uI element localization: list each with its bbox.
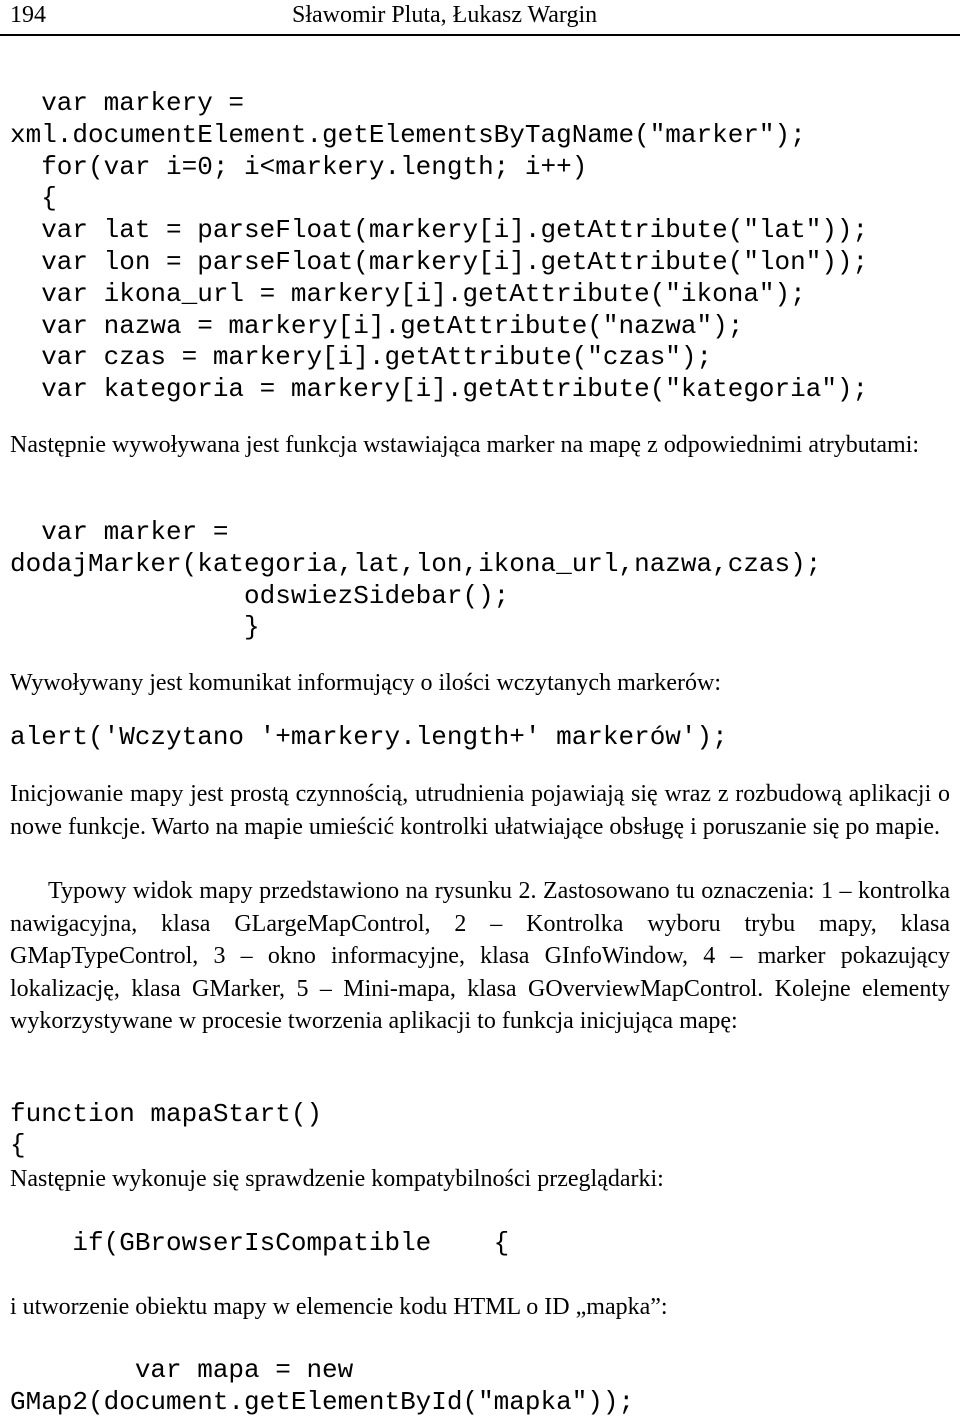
code-function-mapastart: function mapaStart() — [10, 1099, 323, 1129]
paragraph-compat-check: Następnie wykonuje się sprawdzenie kompatybilności przeglądarki: — [10, 1166, 664, 1192]
paragraph-map-controls: Typowy widok mapy przedstawiono na rysunku 2. Zastosowano tu oznaczenia: 1 – kontrolka nawigacyjna, klasa GLargeMapControl, 2 – Kontrolka wyboru trybu mapy, klasa GMapTypeControl, 3 – okno informacyjne, klasa GInfoWindow, 4 – marker pokazujący lokalizację, klasa GMarker, 5 – Mini-mapa, klasa GOverviewMapControl. Kolejne elementy wykorzystywane w procesie tworzenia aplikacji to funkcja inicjująca mapę: — [10, 878, 950, 1034]
paragraph-alert-intro: Wywoływany jest komunikat informujący o ilości wczytanych markerów: — [10, 670, 722, 696]
code-block-gmap2: var mapa = new GMap2(document.getElementById("mapka")); — [10, 1355, 635, 1417]
running-head-authors: Sławomir Pluta, Łukasz Wargin — [292, 2, 598, 28]
page-number: 194 — [10, 2, 46, 28]
page-header — [0, 0, 960, 36]
code-if-compatible: if(GBrowserIsCompatible { — [10, 1228, 510, 1258]
paragraph-marker-intro: Następnie wywoływana jest funkcja wstawiająca marker na mapę z odpowiednimi atrybutami: — [10, 432, 920, 458]
code-block-markery: var markery = xml.documentElement.getElementsByTagName("marker"); for(var i=0; i<markery.length; i++) { var lat = parseFloat(markery[i].getAttribute("lat")); var lon = parseFloat(markery[i].getAttribute("lon")); var ikona_url = markery[i].getAttribute("ikona"); var nazwa = markery[i].getAttribute("nazwa"); var czas = markery[i].getAttribute("czas"); var kategoria = markery[i].getAttribute("kategoria"); — [10, 88, 869, 405]
paragraph-map-object: i utworzenie obiektu mapy w elemencie kodu HTML o ID „mapka”: — [10, 1294, 668, 1320]
code-alert: alert('Wczytano '+markery.length+' markerów'); — [10, 722, 728, 752]
code-open-brace: { — [10, 1130, 26, 1160]
paragraph-map-init: Inicjowanie mapy jest prostą czynnością, utrudnienia pojawiają się wraz z rozbudową aplikacji o nowe funkcje. Warto na mapie umieścić kontrolki ułatwiające obsługę i poruszanie się po mapie. — [10, 781, 950, 840]
code-block-dodaj-marker: var marker = dodajMarker(kategoria,lat,lon,ikona_url,nazwa,czas); odswiezSidebar(); } — [10, 517, 822, 643]
